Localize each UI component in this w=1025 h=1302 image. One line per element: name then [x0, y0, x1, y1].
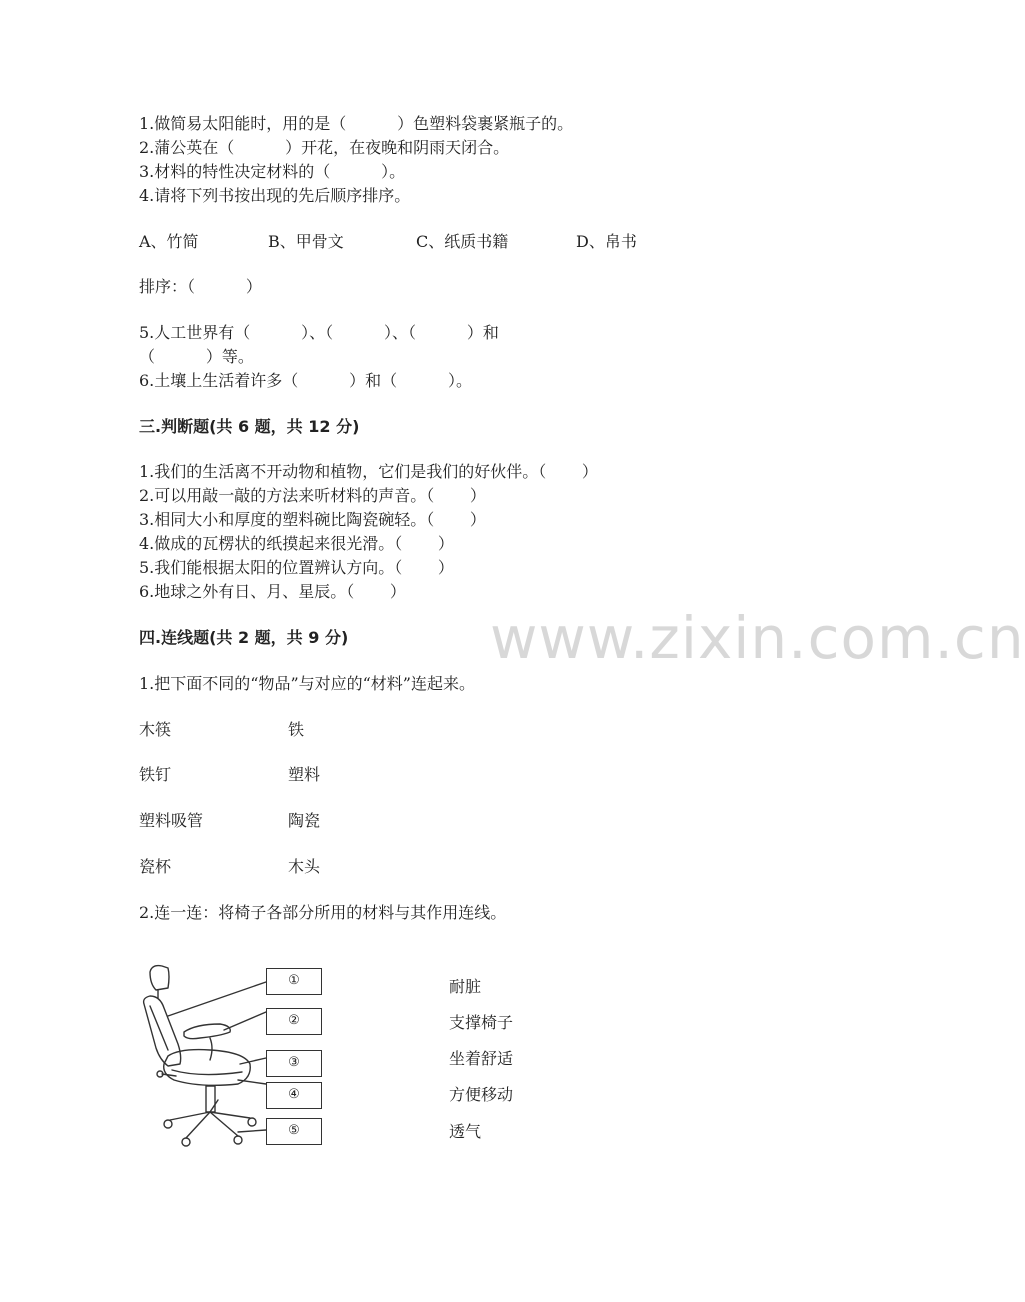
judge-item-6: 6.地球之外有日、月、星辰。（ ）: [139, 582, 406, 601]
function-5: 透气: [449, 1122, 482, 1141]
fill-question-5-line1: 5.人工世界有（ ）、（ ）、（ ）和: [139, 323, 499, 342]
chair-label-box-3: ③: [266, 1050, 322, 1077]
item-left-1: 木筷: [139, 720, 172, 739]
item-right-2: 塑料: [288, 765, 321, 784]
function-3: 坐着舒适: [449, 1049, 514, 1068]
function-4: 方便移动: [449, 1085, 514, 1104]
item-left-4: 瓷杯: [139, 857, 172, 876]
option-c: C、纸质书籍: [416, 232, 509, 251]
watermark: www.zixin.com.cn: [490, 604, 1025, 672]
chair-label-box-4: ④: [266, 1082, 322, 1109]
section-4-title: 四.连线题(共 2 题，共 9 分): [139, 628, 349, 647]
fill-question-2: 2.蒲公英在（ ）开花，在夜晚和阴雨天闭合。: [139, 138, 510, 157]
judge-item-3: 3.相同大小和厚度的塑料碗比陶瓷碗轻。（ ）: [139, 510, 486, 529]
fill-question-6: 6.土壤上生活着许多（ ）和（ ）。: [139, 371, 472, 390]
option-d: D、帛书: [576, 232, 637, 251]
item-left-2: 铁钉: [139, 765, 172, 784]
judge-item-2: 2.可以用敲一敲的方法来听材料的声音。（ ）: [139, 486, 486, 505]
match-question-2: 2.连一连：将椅子各部分所用的材料与其作用连线。: [139, 903, 507, 922]
section-3-title: 三.判断题(共 6 题，共 12 分): [139, 417, 360, 436]
judge-item-5: 5.我们能根据太阳的位置辨认方向。（ ）: [139, 558, 454, 577]
match-question-1: 1.把下面不同的“物品”与对应的“材料”连起来。: [139, 674, 475, 693]
fill-question-3: 3.材料的特性决定材料的（ ）。: [139, 162, 406, 181]
item-right-4: 木头: [288, 857, 321, 876]
fill-question-4: 4.请将下列书按出现的先后顺序排序。: [139, 186, 411, 205]
chair-label-box-1: ①: [266, 968, 322, 995]
item-right-3: 陶瓷: [288, 811, 321, 830]
fill-question-1: 1.做简易太阳能时，用的是（ ）色塑料袋裹紧瓶子的。: [139, 114, 574, 133]
judge-item-1: 1.我们的生活离不开动物和植物，它们是我们的好伙伴。（ ）: [139, 462, 598, 481]
fill-question-5-line2: （ ）等。: [139, 347, 254, 366]
order-answer: 排序：（ ）: [139, 277, 262, 296]
chair-label-box-5: ⑤: [266, 1118, 322, 1145]
option-b: B、甲骨文: [268, 232, 344, 251]
chair-label-box-2: ②: [266, 1008, 322, 1035]
function-2: 支撑椅子: [449, 1013, 514, 1032]
item-right-1: 铁: [288, 720, 305, 739]
judge-item-4: 4.做成的瓦楞状的纸摸起来很光滑。（ ）: [139, 534, 454, 553]
item-left-3: 塑料吸管: [139, 811, 204, 830]
option-a: A、竹简: [139, 232, 199, 251]
function-1: 耐脏: [449, 977, 482, 996]
